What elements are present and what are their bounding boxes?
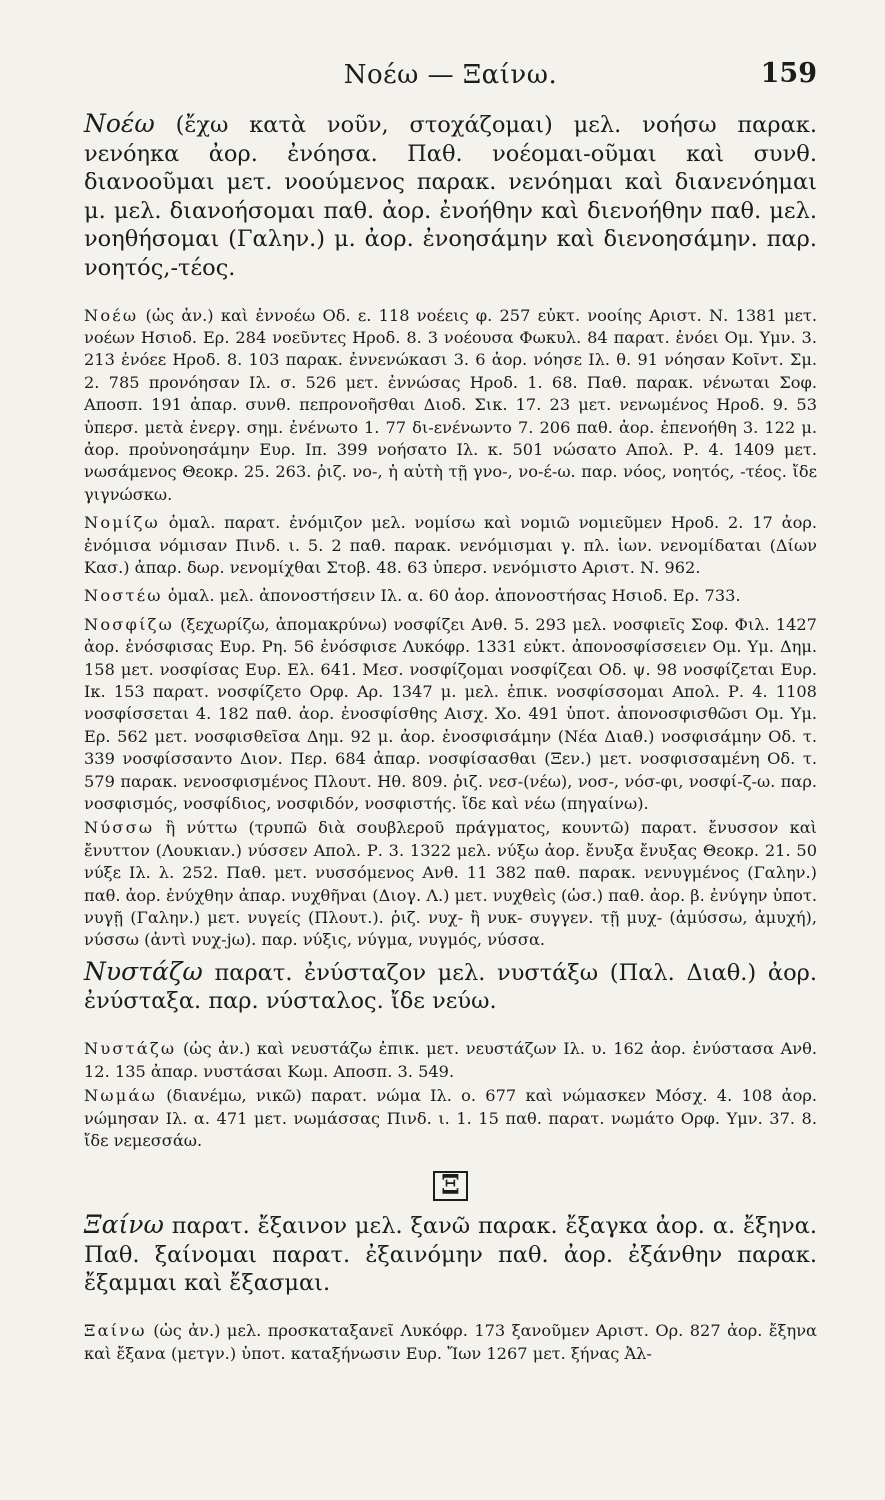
definition-text: (ἔχω κατὰ νοῦν, στοχάζομαι) μελ. νοήσω παρακ. νενόηκα ἀορ. ἐνόησα. Παθ. νοέομαι-οῦμαι καὶ συνθ. διανοοῦμαι μετ. νοούμενος παρακ. νενόημαι καὶ διανενόημαι μ. μελ. διανοήσομαι παθ. ἀορ. ἐνοήθην καὶ διενοήθην παθ. μελ. νοηθήσομαι (Γαλην.) μ. ἀορ. ἐνοησάμην καὶ διενοησάμην. παρ. νοητός,-τέος.: [84, 112, 818, 281]
citation-text: (διανέμω, νικῶ) παρατ. νώμα Ιλ. ο. 677 καὶ νώμασκεν Μόσχ. 4. 108 ἀορ. νώμησαν Ιλ. α. 471 μετ. νωμάσσας Πινδ. ι. 1. 15 παθ. παρατ. νωμάτο Ορφ. Υμν. 37. 8. ἴδε νεμεσσάω.: [84, 1086, 817, 1150]
citation-head: Νύσσω: [84, 818, 155, 838]
definition-text: παρατ. ἐνύσταζον μελ. νυστάξω (Παλ. Διαθ.) ἀορ. ἐνύσταξα. παρ. νύσταλος. ἴδε νεύω.: [84, 959, 817, 1015]
entry-lemma: Ξαίνω: [84, 1210, 164, 1240]
citation-text: ἢ νύττω (τρυπῶ διὰ σουβλεροῦ πράγματος, κουντῶ) παρατ. ἔνυσσον καὶ ἔνυττον (Λουκιαν.) νύσσεν Απολ. Ρ. 3. 1322 μελ. νύξω ἀορ. ἔνυξα ἔνυξας Θεοκρ. 21. 50 νύξε Ιλ. λ. 252. Παθ. μετ. νυσσόμενος Ανθ. 11 382 παθ. παρακ. νενυγμένος (Γαλην.) παθ. ἀορ. ἐνύχθην ἀπαρ. νυχθῆναι (Διογ. Λ.) μετ. νυχθεὶς (ὡσ.) παθ. ἀορ. β. ἐνύγην ὑποτ. νυγῇ (Γαλην.) μετ. νυγείς (Πλουτ.). ῥιζ. νυχ- ἢ νυκ- συγγεν. τῇ μυχ- (ἀμύσσω, ἀμυχή), νύσσω (ἀντὶ νυχ-jω). παρ. νύξις, νύγμα, νυγμός, νύσσα.: [84, 818, 817, 950]
running-header: [84, 0, 817, 110]
entry-nomao: [84, 1085, 817, 1152]
citation-head: Νομίζω: [84, 513, 160, 533]
definition-text: παρατ. ἔξαινον μελ. ξανῶ παρακ. ἔξαγκα ἀορ. α. ἔξηνα. Παθ. ξαίνομαι παρατ. ἐξαινόμην παθ. ἀορ. ἐξάνθην παρακ. ἔξαμμαι καὶ ἔξασμαι.: [84, 1213, 818, 1297]
citation-text: (ξεχωρίζω, ἀπομακρύνω) νοσφίζει Ανθ. 5. 293 μελ. νοσφιεῖς Σοφ. Φιλ. 1427 ἀορ. ἐνόσφισας Ευρ. Ρη. 56 ἐνόσφισε Λυκόφρ. 1331 εὐκτ. ἀπονοσφίσσειεν Ομ. Υμ. Δημ. 158 μετ. νοσφίσας Ευρ. Ελ. 641. Μεσ. νοσφίζομαι νοσφίζεαι Οδ. ψ. 98 νοσφίζεται Ευρ. Ικ. 153 παρατ. νοσφίζετο Ορφ. Αρ. 1347 μ. μελ. ἐπικ. νοσφίσσομαι Απολ. Ρ. 4. 1108 νοσφίσσεται 4. 182 παθ. ἀορ. ἐνοσφίσθης Αισχ. Χο. 491 ὑποτ. ἀπονοσφισθῶσι Ομ. Υμ. Ερ. 562 μετ. νοσφισθεῖσα Δημ. 92 μ. ἀορ. ἐνοσφισάμην (Νέα Διαθ.) νοσφισάμην Οδ. τ. 339 νοσφίσσαντο Διον. Περ. 684 ἀπαρ. νοσφίσασθαι (Ξεν.) μετ. νοσφισσαμένη Οδ. τ. 579 παρακ. νενοσφισμένος Πλουτ. Ηθ. 809. ῥιζ. νεσ-(νέω), νοσ-, νόσ-φι, νοσφί-ζ-ω. παρ. νοσφισμός, νοσφίδιος, νοσφιδόν, νοσφιστής. ἴδε καὶ νέω (πηγαίνω).: [84, 614, 817, 814]
entry-definition: [84, 1211, 817, 1298]
entry-lemma: Νυστάζω: [84, 956, 203, 986]
citation-head: Νοσφίζω: [84, 614, 175, 634]
section-letter-heading: [84, 1170, 817, 1201]
entry-definition: [84, 958, 817, 1016]
citation-head: Νοστέω: [84, 586, 163, 606]
entry-noeo: [84, 110, 817, 506]
citation-text: (ὡς ἀν.) καὶ ἐννοέω Οδ. ε. 118 νοέεις φ. 257 εὐκτ. νοοίης Αριστ. Ν. 1381 μετ. νοέων Ησιοδ. Ερ. 284 νοεῦντες Ηροδ. 8. 3 νοέουσα Φωκυλ. 84 παρατ. ἐνόει Ομ. Υμν. 3. 213 ἐνόεε Ηροδ. 8. 103 παρακ. ἐννενώκασι 3. 6 ἀορ. νόησε Ιλ. θ. 91 νόησαν Κοῖντ. Σμ. 2. 785 προνόησαν Ιλ. σ. 526 μετ. ἐννώσας Ηροδ. 1. 68. Παθ. παρακ. νένωται Σοφ. Αποσπ. 191 ἀπαρ. συνθ. πεπρονοῆσθαι Διοδ. Σικ. 17. 23 μετ. νενωμένος Ηροδ. 9. 53 ὑπερσ. μετὰ ἐνεργ. σημ. ἐνένωτο 1. 77 δι-ενένωντο 7. 206 παθ. ἀορ. ἐπενοήθη 3. 122 μ. ἀορ. προὐνοησάμην Ευρ. Ιπ. 399 νοήσατο Ιλ. κ. 501 νώσατο Απολ. Ρ. 4. 1409 μετ. νωσάμενος Θεοκρ. 25. 263. ῥιζ. νο-, ἡ αὐτὴ τῇ γνο-, νο-έ-ω. παρ. νόος, νοητός, -τέος. ἴδε γιγνώσκω.: [84, 305, 817, 504]
page-title: Νοέω — Ξαίνω.: [343, 60, 558, 90]
citation-head: Νοέω: [84, 305, 139, 325]
entry-citations: [84, 512, 817, 579]
citation-text: ὁμαλ. μελ. ἀπονοστήσειν Ιλ. α. 60 ἀορ. ἀπονοστήσας Ησιοδ. Ερ. 733.: [167, 586, 741, 606]
entry-nystazo: [84, 958, 817, 1083]
citation-text: (ὡς ἀν.) μελ. προσκαταξανεῖ Λυκόφρ. 173 ξανοῦμεν Αριστ. Ορ. 827 ἀορ. ἔξηνα καὶ ἔξανα (μετγν.) ὑποτ. καταξήνωσιν Ευρ. Ἴων 1267 μετ. ξήνας Ἀλ-: [84, 1321, 817, 1363]
entry-lemma: Νοέω: [84, 109, 155, 138]
entry-citations: [84, 817, 817, 951]
citation-head: Νωμάω: [84, 1086, 158, 1106]
section-letter: Ξ: [433, 1171, 468, 1201]
citation-text: (ὡς ἀν.) καὶ νευστάζω ἐπικ. μετ. νευστάζων Ιλ. υ. 162 ἀορ. ἐνύστασα Ανθ. 12. 135 ἀπαρ. νυστάσαι Κωμ. Αποσπ. 3. 549.: [84, 1039, 817, 1081]
citation-head: Νυστάζω: [84, 1039, 177, 1059]
entry-citations: [84, 585, 817, 607]
entry-nosteo: [84, 585, 817, 607]
entry-citations: [84, 1038, 817, 1083]
page-number: 159: [760, 58, 817, 89]
citation-text: ὁμαλ. παρατ. ἐνόμιζον μελ. νομίσω καὶ νομιῶ νομιεῦμεν Ηροδ. 2. 17 ἀορ. ἐνόμισα νόμισαν Πινδ. ι. 5. 2 παθ. παρακ. νενόμισμαι γ. πλ. ἰων. νενομίδαται (Δίων Κασ.) ἀπαρ. δωρ. νενομίχθαι Στοβ. 48. 63 ὑπερσ. νενόμιστο Αριστ. Ν. 962.: [84, 513, 817, 577]
entry-nomizo: [84, 512, 817, 579]
entry-xaino: [84, 1211, 817, 1365]
entry-definition: [84, 110, 817, 282]
entry-citations: [84, 1320, 817, 1365]
entry-nysso: [84, 817, 817, 951]
entry-citations: [84, 614, 817, 816]
entry-nosphizo: [84, 614, 817, 816]
entry-citations: [84, 305, 817, 507]
citation-head: Ξαίνω: [84, 1321, 147, 1341]
entry-citations: [84, 1085, 817, 1152]
